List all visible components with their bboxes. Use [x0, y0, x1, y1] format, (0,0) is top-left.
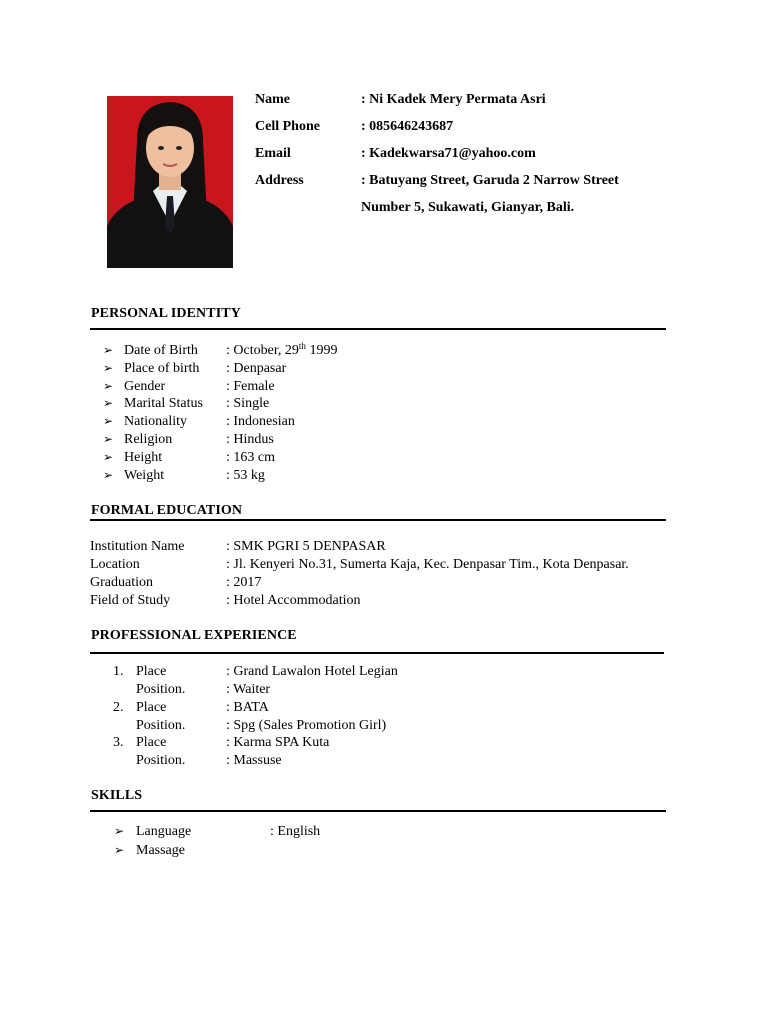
section-divider: [90, 652, 664, 654]
skills-heading: SKILLS: [91, 788, 143, 803]
experience-position-label: Position.: [136, 753, 186, 769]
formal-education-heading: FORMAL EDUCATION: [91, 503, 243, 518]
personal-item-value: : 53 kg: [226, 467, 265, 483]
phone-label: Cell Phone: [255, 119, 320, 134]
experience-position-label: Position.: [136, 717, 186, 733]
education-item-value: : Hotel Accommodation: [226, 593, 361, 608]
name-value: : Ni Kadek Mery Permata Asri: [361, 92, 546, 107]
email-value: : Kadekwarsa71@yahoo.com: [361, 146, 536, 161]
personal-item-value: : Indonesian: [226, 414, 295, 430]
address-value-line2: Number 5, Sukawati, Gianyar, Bali.: [361, 200, 575, 215]
bullet-arrow-icon: ➢: [103, 396, 114, 411]
ordinal-suffix: th: [298, 341, 306, 351]
personal-item-label: Date of Birth: [124, 343, 198, 358]
personal-item-label: Weight: [124, 467, 165, 483]
education-item-label: Institution Name: [90, 539, 185, 554]
bullet-arrow-icon: ➢: [103, 467, 114, 482]
education-item-value: : 2017: [226, 575, 262, 590]
education-item-label: Field of Study: [90, 593, 171, 608]
phone-value: : 085646243687: [361, 119, 454, 134]
section-divider: [90, 810, 666, 812]
personal-item-value: : October, 29th 1999: [226, 341, 338, 358]
personal-item-label: Marital Status: [124, 396, 203, 412]
section-divider: [90, 519, 666, 521]
skill-value: : English: [270, 824, 321, 839]
personal-item-value: : Hindus: [226, 432, 274, 447]
bullet-arrow-icon: ➢: [103, 449, 114, 464]
personal-item-label: Religion: [124, 432, 173, 447]
personal-item-label: Nationality: [124, 414, 187, 430]
experience-position-value: : Massuse: [226, 753, 282, 769]
experience-place-label: Place: [136, 699, 167, 715]
education-item-value: : SMK PGRI 5 DENPASAR: [226, 539, 386, 554]
section-divider: [90, 328, 666, 330]
experience-position-value: : Waiter: [226, 681, 271, 697]
personal-item-label: Height: [124, 449, 163, 465]
professional-experience-heading: PROFESSIONAL EXPERIENCE: [91, 628, 297, 643]
experience-place-label: Place: [136, 735, 167, 751]
name-label: Name: [255, 92, 290, 107]
skill-label: Language: [136, 824, 192, 839]
experience-number: 3.: [113, 735, 124, 751]
skill-label: Massage: [136, 843, 185, 858]
bullet-arrow-icon: ➢: [114, 843, 125, 857]
education-item-value: : Jl. Kenyeri No.31, Sumerta Kaja, Kec. Denpasar Tim., Kota Denpasar.: [226, 557, 629, 572]
education-item-label: Graduation: [90, 575, 153, 590]
personal-identity-heading: PERSONAL IDENTITY: [91, 306, 241, 321]
personal-item-value: : Single: [226, 396, 270, 412]
bullet-arrow-icon: ➢: [103, 414, 114, 429]
profile-photo: [107, 96, 233, 268]
experience-place-value: : Karma SPA Kuta: [226, 735, 330, 751]
experience-place-value: : BATA: [226, 699, 269, 715]
experience-place-label: Place: [136, 664, 167, 679]
personal-item-value: : 163 cm: [226, 449, 275, 465]
portrait-illustration: [107, 96, 233, 268]
bullet-arrow-icon: ➢: [103, 360, 114, 375]
bullet-arrow-icon: ➢: [103, 432, 114, 446]
email-label: Email: [255, 146, 291, 161]
personal-item-label: Gender: [124, 378, 166, 394]
experience-number: 2.: [113, 699, 124, 715]
personal-item-value: : Denpasar: [226, 360, 287, 376]
bullet-arrow-icon: ➢: [103, 343, 114, 357]
bullet-arrow-icon: ➢: [114, 824, 125, 838]
experience-place-value: : Grand Lawalon Hotel Legian: [226, 664, 398, 679]
address-value-line1: : Batuyang Street, Garuda 2 Narrow Street: [361, 173, 619, 188]
address-label: Address: [255, 173, 304, 188]
education-item-label: Location: [90, 557, 140, 572]
personal-item-label: Place of birth: [124, 360, 200, 376]
experience-number: 1.: [113, 664, 124, 679]
experience-position-value: : Spg (Sales Promotion Girl): [226, 717, 387, 733]
bullet-arrow-icon: ➢: [103, 378, 114, 393]
experience-position-label: Position.: [136, 681, 186, 697]
personal-item-value: : Female: [226, 378, 275, 394]
